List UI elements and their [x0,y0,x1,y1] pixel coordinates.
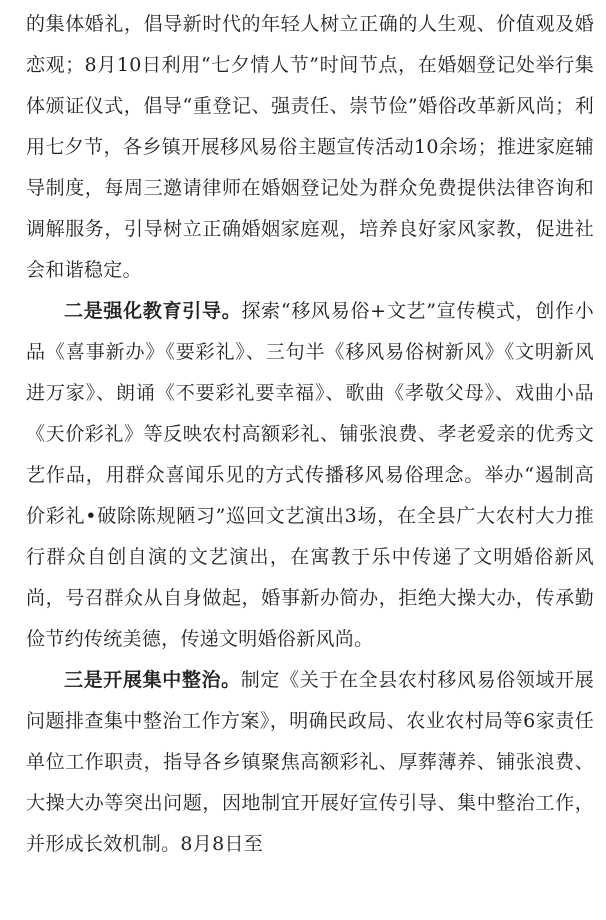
paragraph-1 [26,4,594,291]
paragraph-2 [26,291,594,660]
paragraph-3-text: 制定《关于在全县农村移风易俗领域开展问题排查集中整治工作方案》，明确民政局、农业农村局等6家责任单位工作职责，指导各乡镇聚焦高额彩礼、厚葬薄养、铺张浪费、大操大办等突出问题，因地制宜开展好宣传引导、集中整治工作，并形成长效机制。8月8日至 [26,669,594,855]
paragraph-3 [26,660,594,865]
paragraph-1-text: 的集体婚礼，倡导新时代的年轻人树立正确的人生观、价值观及婚恋观；8月10日利用“七夕情人节”时间节点，在婚姻登记处举行集体颁证仪式，倡导“重登记、强责任、崇节俭”婚俗改革新风尚；利用七夕节，各乡镇开展移风易俗主题宣传活动10余场；推进家庭辅导制度，每周三邀请律师在婚姻登记处为群众免费提供法律咨询和调解服务，引导树立正确婚姻家庭观，培养良好家风家教，促进社会和谐稳定。 [26,13,594,281]
paragraph-2-heading: 二是强化教育引导。 [64,300,242,322]
paragraph-3-heading: 三是开展集中整治。 [64,669,241,691]
paragraph-2-text: 探索“移风易俗+文艺”宣传模式，创作小品《喜事新办》《要彩礼》、三句半《移风易俗树新风》《文明新风进万家》、朗诵《不要彩礼要幸福》、歌曲《孝敬父母》、戏曲小品《天价彩礼》等反映农村高额彩礼、铺张浪费、孝老爱亲的优秀文艺作品，用群众喜闻乐见的方式传播移风易俗理念。举办“遏制高价彩礼•破除陈规陋习”巡回文艺演出3场，在全县广大农村大力推行群众自创自演的文艺演出，在寓教于乐中传递了文明婚俗新风尚，号召群众从自身做起，婚事新办简办，拒绝大操大办，传承勤俭节约传统美德，传递文明婚俗新风尚。 [26,300,594,650]
